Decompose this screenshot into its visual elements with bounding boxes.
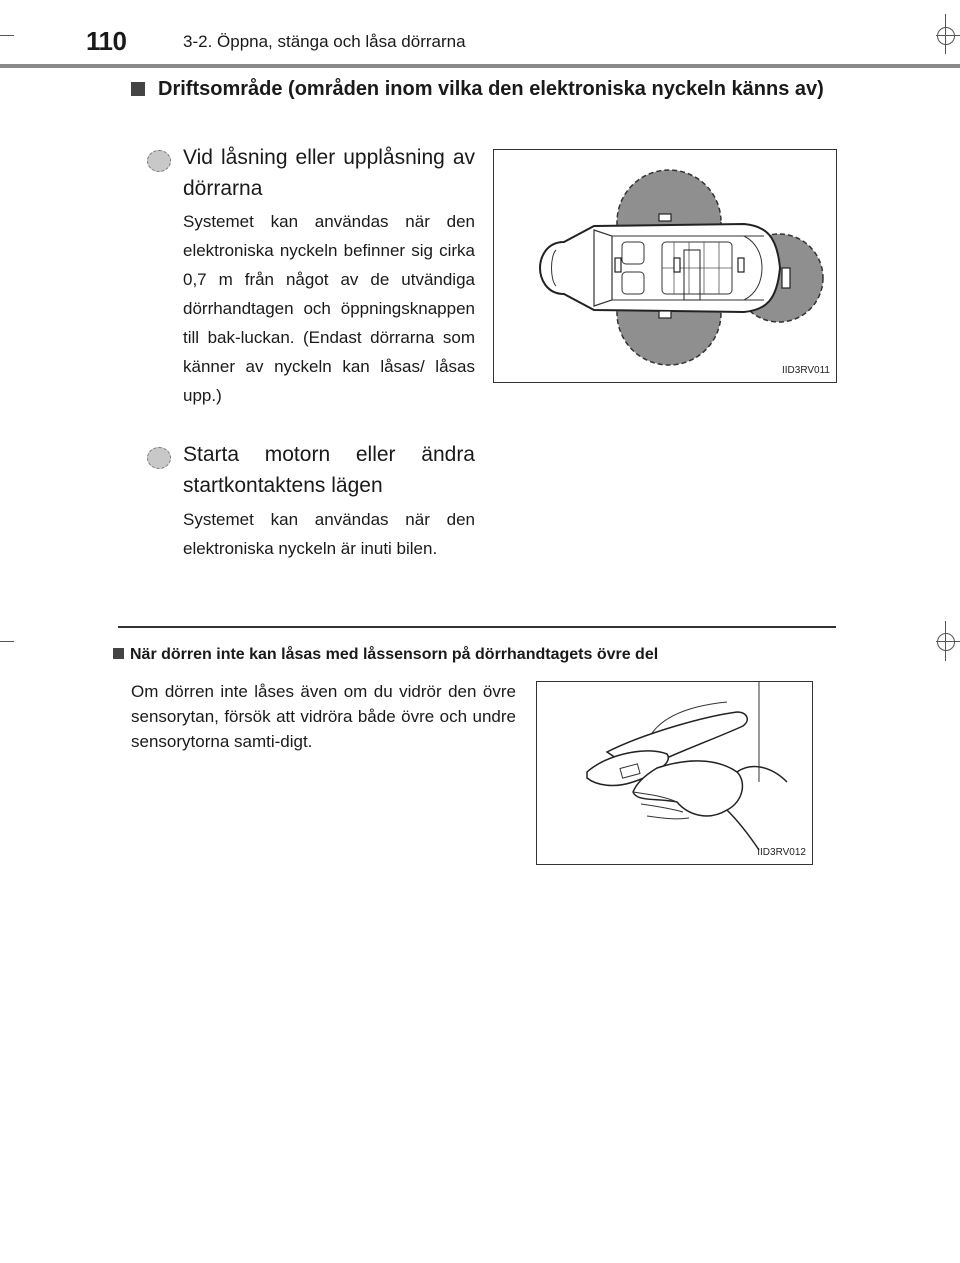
main-heading-text: Driftsområde (områden inom vilka den elektroniska nyckeln känns av) bbox=[158, 78, 824, 100]
note-body: Om dörren inte låses även om du vidrör den övre sensorytan, försök att vidröra både övre och undre sensorytorna samti-digt. bbox=[131, 682, 516, 751]
crop-mark bbox=[0, 35, 14, 36]
hand-on-door-handle-illustration bbox=[537, 682, 811, 863]
item-body-lock-unlock: Systemet kan användas när den elektroniska nyckeln befinner sig cirka 0,7 m från något av de utvändiga dörrhandtagen och öppningsknappen till bak-luckan. (Endast dörrarna som känner av nyckeln kan låsas/ låsas upp.) bbox=[183, 212, 475, 405]
bullet-square-icon bbox=[113, 648, 124, 659]
main-heading bbox=[131, 74, 831, 105]
registration-mark-icon bbox=[937, 27, 955, 45]
page-number: 110 bbox=[86, 26, 127, 56]
item-title-start-engine: Starta motorn eller ändra startkontaktens lägen bbox=[183, 443, 475, 497]
crop-mark bbox=[0, 641, 14, 642]
note-heading bbox=[113, 646, 658, 664]
item-title-lock-unlock: Vid låsning eller upplåsning av dörrarna bbox=[183, 146, 475, 200]
note-heading-text: När dörren inte kan låsas med låssensorn på dörrhandtagets övre del bbox=[130, 646, 659, 663]
registration-mark-icon bbox=[937, 633, 955, 651]
detection-area-figure bbox=[493, 149, 837, 383]
door-handle-figure bbox=[536, 681, 813, 865]
figure-label: IID3RV012 bbox=[757, 847, 806, 858]
figure-label: IID3RV011 bbox=[782, 365, 830, 376]
bullet-square-icon bbox=[131, 82, 145, 96]
section-divider bbox=[118, 626, 836, 628]
dashed-circle-icon bbox=[147, 447, 171, 469]
section-title: 3-2. Öppna, stänga och låsa dörrarna bbox=[183, 32, 466, 51]
dashed-circle-icon bbox=[147, 150, 171, 172]
header-rule bbox=[0, 64, 960, 68]
item-body-start-engine: Systemet kan användas när den elektroniska nyckeln är inuti bilen. bbox=[183, 510, 475, 558]
car-top-view-illustration bbox=[494, 150, 835, 381]
